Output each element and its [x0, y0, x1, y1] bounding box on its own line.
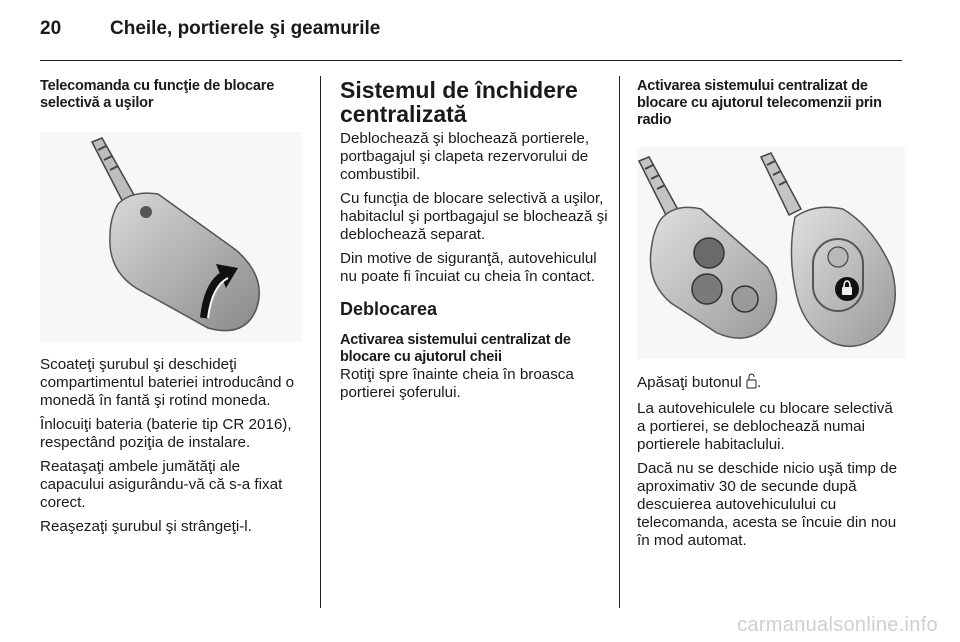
- watermark: carmanualsonline.info: [737, 614, 938, 636]
- radio-remote-heading: Activarea sistemului centralizat de blocare cu ajutorul telecomenzii prin radio: [637, 78, 882, 128]
- two-remote-keys: [637, 147, 905, 359]
- paragraph: Deblochează şi blochează portierele, portbagajul şi clapeta rezervorului de combustibil.: [340, 130, 590, 183]
- paragraph: Reaşezaţi şurubul şi strângeţi-l.: [40, 518, 252, 535]
- paragraph: La autovehiculele cu blocare selectivă a portierei, se deblochează numai portierele habitaclului.: [637, 400, 893, 453]
- column-3: [637, 78, 905, 556]
- column-1: [40, 78, 302, 542]
- column-divider-1: [320, 76, 321, 608]
- remote-selective-lock-heading: Telecomanda cu funcţie de blocare selectivă a uşilor: [40, 78, 275, 111]
- remote-keys-illustration: [637, 147, 905, 359]
- section-title: Sistemul de închidere centralizată: [340, 77, 578, 127]
- paragraph: Scoateţi şurubul şi deschideţi compartimentul bateriei introducând o monedă în fantă şi rotind moneda.: [40, 356, 295, 409]
- page-header: [40, 18, 380, 48]
- paragraph: Din motive de siguranţă, autovehiculul nu poate fi încuiat cu cheia în contact.: [340, 250, 597, 285]
- key-activation-heading: Activarea sistemului centralizat de blocare cu ajutorul cheii: [340, 332, 571, 365]
- header-rule: [40, 60, 902, 61]
- key-coin-illustration: [40, 132, 302, 342]
- running-title: Cheile, portierele şi geamurile: [110, 18, 381, 39]
- press-button-line: Apăsaţi butonul .: [637, 373, 905, 394]
- press-button-text: Apăsaţi butonul: [637, 374, 742, 391]
- unlock-icon: [746, 373, 757, 394]
- paragraph: Cu funcţia de blocare selectivă a uşilor, habitaclul şi portbagajul se blochează şi deblochează separat.: [340, 190, 608, 243]
- paragraph: Rotiţi spre înainte cheia în broasca portierei şoferului.: [340, 366, 574, 401]
- column-2: [340, 78, 608, 408]
- paragraph: Dacă nu se deschide nicio uşă timp de aproximativ 30 de secunde după descuierea autovehiculului cu telecomanda, acesta se încuie din nou în mod automat.: [637, 460, 898, 549]
- page-number: 20: [40, 18, 62, 39]
- paragraph: Reataşaţi ambele jumătăţi ale capacului asigurându-vă că s-a fixat corect.: [40, 458, 283, 511]
- column-divider-2: [619, 76, 620, 608]
- unlocking-heading: Deblocarea: [340, 299, 438, 319]
- battery-replacement-illustration: [40, 132, 302, 342]
- paragraph: Înlocuiţi bateria (baterie tip CR 2016), respectând poziţia de instalare.: [40, 416, 292, 451]
